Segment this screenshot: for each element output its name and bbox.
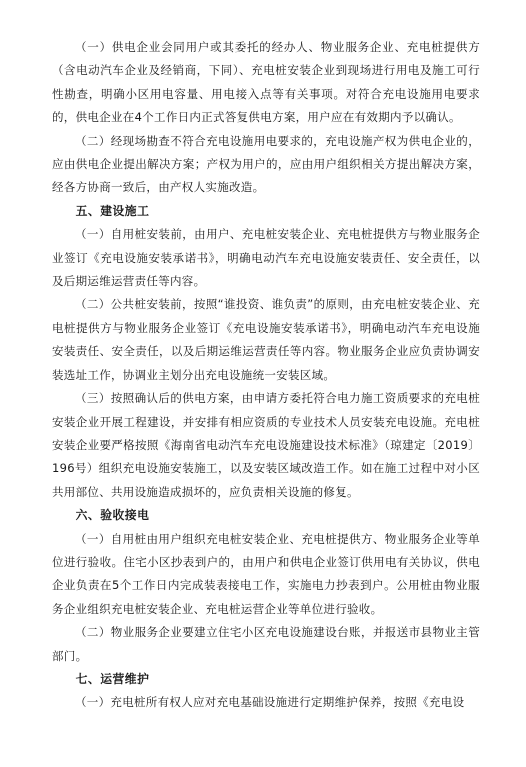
paragraph-survey-nonconforming: （二）经现场勘查不符合充电设施用电要求的，充电设施产权为供电企业的，应由供电企业提出解决方案；产权为用户的，应由用户组织相关方提出解决方案，经各方协商一致后，由产权人实施改造。 [52,133,480,195]
paragraph-power-survey: （一）供电企业会同用户或其委托的经办人、物业服务企业、充电桩提供方（含电动汽车企业及经销商，下同）、充电桩安装企业到现场进行用电及施工可行性勘查，明确小区用电容量、用电接入点等有关事项。对符合充电设施用电要求的，供电企业在4个工作日内正式答复供电方案，用户应在有效期内予以确认。 [52,40,480,125]
paragraph-ledger: （二）物业服务企业要建立住宅小区充电设施建设台账，并报送市县物业主管部门。 [52,625,480,663]
section-heading-construction: 五、建设施工 [75,203,150,218]
section-heading-operation: 七、运营维护 [75,671,150,686]
paragraph-maintenance: （一）充电桩所有权人应对充电基础设施进行定期维护保养，按照《充电设 [75,695,465,710]
paragraph-public-pile-install: （二）公共桩安装前，按照“谁投资、谁负责”的原则，由充电桩安装企业、充电桩提供方与物业服务企业签订《充电设施安装承诺书》，明确电动汽车充电设施安装责任、安全责任，以及后期运维运营责任等内容。物业服务企业应负责协调安装选址工作，协调业主划分出充电设施统一安装区域。 [52,297,480,382]
paragraph-private-pile-install: （一）自用桩安装前，由用户、充电桩安装企业、充电桩提供方与物业服务企业签订《充电设施安装承诺书》，明确电动汽车充电设施安装责任、安全责任，以及后期运维运营责任等内容。 [52,227,480,289]
section-heading-acceptance: 六、验收接电 [75,508,150,523]
paragraph-construction-contractor: （三）按照确认后的供电方案，由申请方委托符合电力施工资质要求的充电桩安装企业开展工程建设，并安排有相应资质的专业技术人员安装充电设施。充电桩安装企业要严格按照《海南省电动汽车充电设施建设技术标准》（琼建定〔2019〕196号）组织充电设施安装施工，以及安装区域改造工作。如在施工过程中对小区共用部位、共用设施造成损坏的，应负责相关设施的修复。 [52,391,480,499]
paragraph-acceptance-private: （一）自用桩由用户组织充电桩安装企业、充电桩提供方、物业服务企业等单位进行验收。住宅小区抄表到户的，由用户和供电企业签订供用电有关协议，供电企业负责在5个工作日内完成装表接电工作，实施电力抄表到户。公用桩由物业服务企业组织充电桩安装企业、充电桩运营企业等单位进行验收。 [52,531,480,616]
